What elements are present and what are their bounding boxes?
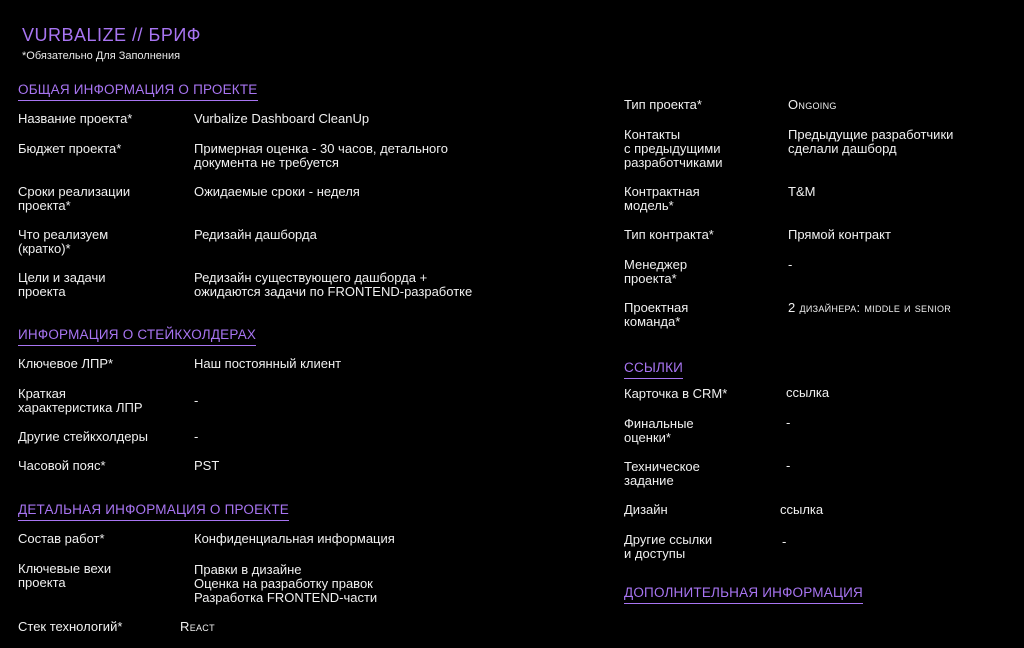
field-value: T&M [788, 184, 816, 199]
field-value: 2 дизайнера: middle и senior [788, 300, 952, 315]
field-label: Что реализуем (кратко)* [18, 227, 109, 256]
field-value: React [180, 619, 215, 634]
design-link[interactable]: ссылка [780, 502, 824, 517]
field-value: - [194, 393, 199, 408]
crm-card-link[interactable]: ссылка [786, 385, 830, 400]
field-label: Менеджер проекта* [624, 257, 688, 286]
field-label: Название проекта* [18, 111, 133, 126]
field-value: Редизайн существующего дашборда + ожидаются задачи по FRONTEND-разработке [194, 270, 473, 299]
field-value: - [786, 415, 791, 430]
field-label: Цели и задачи проекта [18, 270, 106, 299]
field-label: Карточка в CRM* [624, 386, 728, 401]
field-label: Контрактная модель* [624, 184, 700, 213]
field-value: Наш постоянный клиент [194, 356, 342, 371]
field-label: Дизайн [624, 502, 668, 517]
field-value: Vurbalize Dashboard CleanUp [194, 111, 370, 126]
field-label: Стек технологий* [18, 619, 123, 634]
field-label: Состав работ* [18, 531, 105, 546]
section-heading-links: ССЫЛКИ [624, 360, 683, 379]
section-heading-stakeholders: ИНФОРМАЦИЯ О СТЕЙКХОЛДЕРАХ [18, 327, 256, 346]
section-heading-details: ДЕТАЛЬНАЯ ИНФОРМАЦИЯ О ПРОЕКТЕ [18, 502, 289, 521]
field-value: PST [194, 458, 220, 473]
field-label: Часовой пояс* [18, 458, 106, 473]
field-label: Тип проекта* [624, 97, 702, 112]
field-label: Бюджет проекта* [18, 141, 122, 156]
field-label: Ключевые вехи проекта [18, 561, 112, 590]
field-value: Правки в дизайне Оценка на разработку правок Разработка FRONTEND-части [194, 562, 378, 605]
field-value: Конфиденциальная информация [194, 531, 395, 546]
page-title: VURBALIZE // БРИФ [22, 25, 201, 45]
field-label: Другие ссылки и доступы [624, 532, 713, 561]
field-value: Ожидаемые сроки - неделя [194, 184, 360, 199]
field-value: Примерная оценка - 30 часов, детального документа не требуется [194, 141, 448, 170]
field-label: Тип контракта* [624, 227, 714, 242]
field-value: - [194, 429, 199, 444]
field-value: - [782, 534, 787, 549]
field-label: Техническое задание [624, 459, 700, 488]
required-note: *Обязательно Для Заполнения [22, 50, 181, 62]
field-label: Краткая характеристика ЛПР [18, 386, 143, 415]
field-value: - [788, 257, 793, 272]
field-label: Финальные оценки* [624, 416, 694, 445]
field-value: - [786, 458, 791, 473]
field-value: Предыдущие разработчики сделали дашборд [788, 127, 954, 156]
field-label: Сроки реализации проекта* [18, 184, 131, 213]
field-value: Редизайн дашборда [194, 227, 317, 242]
field-label: Контакты с предыдущими разработчиками [624, 127, 723, 170]
field-value: Прямой контракт [788, 227, 891, 242]
section-heading-additional: ДОПОЛНИТЕЛЬНАЯ ИНФОРМАЦИЯ [624, 585, 863, 604]
field-label: Проектная команда* [624, 300, 689, 329]
field-value: Ongoing [788, 97, 837, 112]
field-label: Ключевое ЛПР* [18, 356, 114, 371]
field-label: Другие стейкхолдеры [18, 429, 148, 444]
section-heading-general: ОБЩАЯ ИНФОРМАЦИЯ О ПРОЕКТЕ [18, 82, 258, 101]
